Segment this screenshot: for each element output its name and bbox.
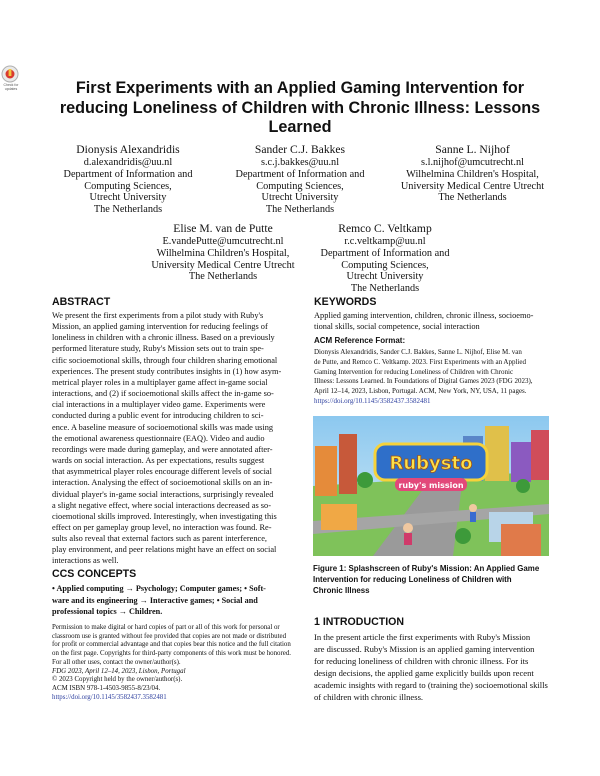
- author-affiliation-line: Utrecht University: [346, 271, 424, 283]
- permission-line: on the first page. Copyrights for third-party components of this work must be honored.: [52, 650, 292, 658]
- abstract-line: dividual player's in-game social interactions, surprisingly revealed: [52, 489, 274, 499]
- author-affiliation-line: Computing Sciences,: [256, 180, 344, 192]
- abstract-line: experiences. The present study contributes insights in (1) how asym-: [52, 366, 282, 376]
- author-affiliation-line: University Medical Centre Utrecht: [151, 259, 295, 271]
- ccs-line: professional topics → Children.: [52, 607, 163, 616]
- author-name: Dionysis Alexandridis: [76, 143, 180, 156]
- intro-line: are discussed. Ruby's Mission is an applied gaming intervention: [314, 644, 535, 654]
- author-email: s.c.j.bakkes@uu.nl: [260, 157, 340, 168]
- author-block: [138, 222, 308, 283]
- author-affiliation-line: Computing Sciences,: [84, 180, 172, 192]
- permission-line: classroom use is granted without fee provided that copies are not made or distributed: [52, 632, 287, 640]
- abstract-line: interaction. Analysing the effect of socioemotional skills on an in-: [52, 478, 273, 488]
- introduction-heading: 1 INTRODUCTION: [314, 616, 405, 628]
- author-affiliation-line: Wilhelmina Children's Hospital,: [156, 247, 290, 259]
- author-affiliation-line: The Netherlands: [188, 271, 258, 283]
- ccs-heading: CCS CONCEPTS: [52, 568, 137, 580]
- abstract-line: that asymmetrical player roles encourage different levels of social: [52, 467, 272, 477]
- introduction-body: [314, 631, 549, 703]
- author-affiliation-line: Department of Information and: [320, 247, 450, 259]
- abstract-line: metrical player roles in a multiplayer game affect in-game social: [52, 377, 268, 387]
- paper-title: First Experiments with an Applied Gaming Intervention for reducing Loneliness of Children with Chronic Illness: Lessons Learned: [59, 79, 541, 136]
- figure-caption: [313, 563, 549, 596]
- badge-label: Check for updates: [3, 83, 19, 91]
- abstract-line: a slight negative effect, where social interactions decreased as so-: [52, 500, 272, 510]
- intro-line: design decisions, the applied game explicitly builds upon recent: [314, 668, 534, 678]
- abstract-line: sults also reveal that external factors such as parent interference,: [52, 534, 267, 544]
- author-affiliation-line: University Medical Centre Utrecht: [400, 180, 545, 192]
- author-affiliation-line: The Netherlands: [438, 192, 507, 204]
- abstract-line: cioemotional skills improved. Interestingly, when investigating this: [52, 511, 277, 521]
- acm-ref-line: Dionysis Alexandridis, Sander C.J. Bakkes, Sanne L. Nijhof, Elise M. van: [314, 348, 522, 356]
- ccs-line: • Applied computing → Psychology; Computer games; • Soft-: [52, 584, 266, 593]
- author-block: [48, 143, 208, 216]
- intro-line: of children with chronic illness.: [314, 692, 424, 702]
- author-email: r.c.veltkamp@uu.nl: [344, 236, 426, 247]
- abstract-line: wards on social interaction. As per expectations, results suggest: [52, 456, 265, 466]
- game-logo-subtitle: ruby's mission: [398, 481, 464, 490]
- author-email: E.vandePutte@umcutrecht.nl: [162, 236, 284, 247]
- permission-line: FDG 2023, April 12–14, 2023, Lisbon, Portugal: [52, 667, 186, 675]
- figure-caption-line: Figure 1: Splashscreen of Ruby's Mission: An Applied Game: [313, 564, 540, 573]
- intro-line: In the present article the first experiments with Ruby's Mission: [314, 632, 531, 642]
- permission-line: ACM ISBN 978-1-4503-9855-8/23/04.: [52, 684, 161, 692]
- acm-ref-line: Gaming Intervention for reducing Loneliness of Children with Chronic: [314, 367, 514, 376]
- author-affiliation-line: Department of Information and: [235, 168, 365, 180]
- figure-caption-line: Intervention for reducing Loneliness of Children with: [313, 575, 512, 584]
- acm-ref-heading: ACM Reference Format:: [314, 336, 406, 345]
- intro-line: academic insights with regard to (training the) socioemotional skills: [314, 680, 548, 690]
- acm-ref-line: Illness: Lessons Learned. In Foundations of Digital Games 2023 (FDG 2023),: [314, 377, 533, 386]
- author-affiliation-line: Utrecht University: [89, 192, 167, 204]
- author-affiliation-line: The Netherlands: [93, 204, 163, 216]
- author-affiliation-line: Utrecht University: [261, 192, 339, 204]
- abstract-line: cial interactions in a multiplayer video game. Experiments were: [52, 400, 266, 410]
- abstract-body: [52, 310, 295, 567]
- abstract-line: conducted during a public event for introducing children to sci-: [52, 411, 264, 421]
- permission-line: © 2023 Copyright held by the owner/author(s).: [52, 676, 183, 684]
- permission-doi-link[interactable]: https://doi.org/10.1145/3582437.3582481: [52, 693, 167, 701]
- check-for-updates-badge[interactable]: [0, 64, 22, 94]
- keywords-heading: KEYWORDS: [314, 296, 377, 308]
- acm-ref-line: de Putte, and Remco C. Veltkamp. 2023. First Experiments with an Applied: [314, 357, 526, 366]
- permission-line: Permission to make digital or hard copies of part or all of this work for personal or: [52, 624, 280, 631]
- permission-line: For all other uses, contact the owner/author(s).: [52, 658, 181, 666]
- ccs-body: [52, 583, 295, 618]
- abstract-line: Mission, an applied gaming intervention for reducing feelings of: [52, 322, 268, 332]
- author-email: s.l.nijhof@umcutrecht.nl: [421, 157, 524, 168]
- splash-screen-image: [313, 416, 549, 556]
- abstract-line: recordings were made during gameplay, and were annotated after-: [52, 444, 273, 454]
- ccs-line: ware and its engineering → Interactive games; • Social and: [52, 595, 258, 605]
- author-block: [220, 143, 380, 216]
- keywords-body: [314, 310, 549, 332]
- acm-ref-doi-link[interactable]: https://doi.org/10.1145/3582437.3582481: [314, 396, 431, 405]
- abstract-line: the emotional awareness questionnaire (EAQ). Video and audio: [52, 433, 265, 443]
- author-affiliation-line: The Netherlands: [350, 283, 420, 295]
- author-email: d.alexandridis@uu.nl: [83, 157, 173, 168]
- acm-ref-line: April 12–14, 2023, Lisbon, Portugal. ACM, New York, NY, USA, 11 pages.: [314, 387, 527, 396]
- author-block: [305, 222, 465, 295]
- figure-caption-line: Chronic Illness: [313, 586, 370, 595]
- acm-ref-body: [314, 348, 554, 407]
- author-affiliation-line: Department of Information and: [63, 168, 193, 180]
- author-name: Elise M. van de Putte: [173, 222, 273, 235]
- abstract-line: We present the first experiments from a pilot study with Ruby's: [52, 311, 264, 320]
- abstract-line: interactions as well.: [52, 556, 119, 566]
- abstract-line: ence. A baseline measure of socioemotional skills was made using: [52, 422, 274, 432]
- keywords-line: tional skills, social competence, social interaction: [314, 322, 480, 332]
- author-affiliation-line: Computing Sciences,: [341, 259, 429, 271]
- permission-line: for profit or commercial advantage and that copies bear this notice and the full citation: [52, 641, 291, 649]
- author-block: [385, 143, 560, 204]
- game-logo-word: Rubysto: [389, 453, 473, 474]
- author-name: Sander C.J. Bakkes: [254, 143, 346, 156]
- abstract-heading: ABSTRACT: [52, 296, 111, 308]
- keywords-line: Applied gaming intervention, children, chronic illness, socioemo-: [314, 311, 534, 320]
- abstract-line: effect on per gameplay group level, no interaction was found. Re-: [52, 522, 272, 532]
- abstract-line: interactions, and (2) if socioemotional skills affect the in-game so-: [52, 389, 274, 399]
- splash-screen-figure: [313, 416, 549, 556]
- intro-line: for reducing loneliness of children with chronic illness. For its: [314, 656, 529, 666]
- author-affiliation-line: The Netherlands: [265, 204, 335, 216]
- author-affiliation-line: Wilhelmina Children's Hospital,: [406, 168, 539, 180]
- permission-notice: [52, 624, 297, 702]
- abstract-line: performed literature study, Ruby's Mission sets out to train spe-: [52, 344, 264, 354]
- abstract-line: loneliness in children with a chronic illness. Based on a previously: [52, 333, 275, 343]
- abstract-line: play environment, and peer relations might have an effect on social: [52, 545, 277, 555]
- author-name: Remco C. Veltkamp: [338, 222, 432, 235]
- abstract-line: cific socioemotional skills, through four children sharing emotional: [52, 355, 278, 365]
- author-name: Sanne L. Nijhof: [435, 143, 510, 156]
